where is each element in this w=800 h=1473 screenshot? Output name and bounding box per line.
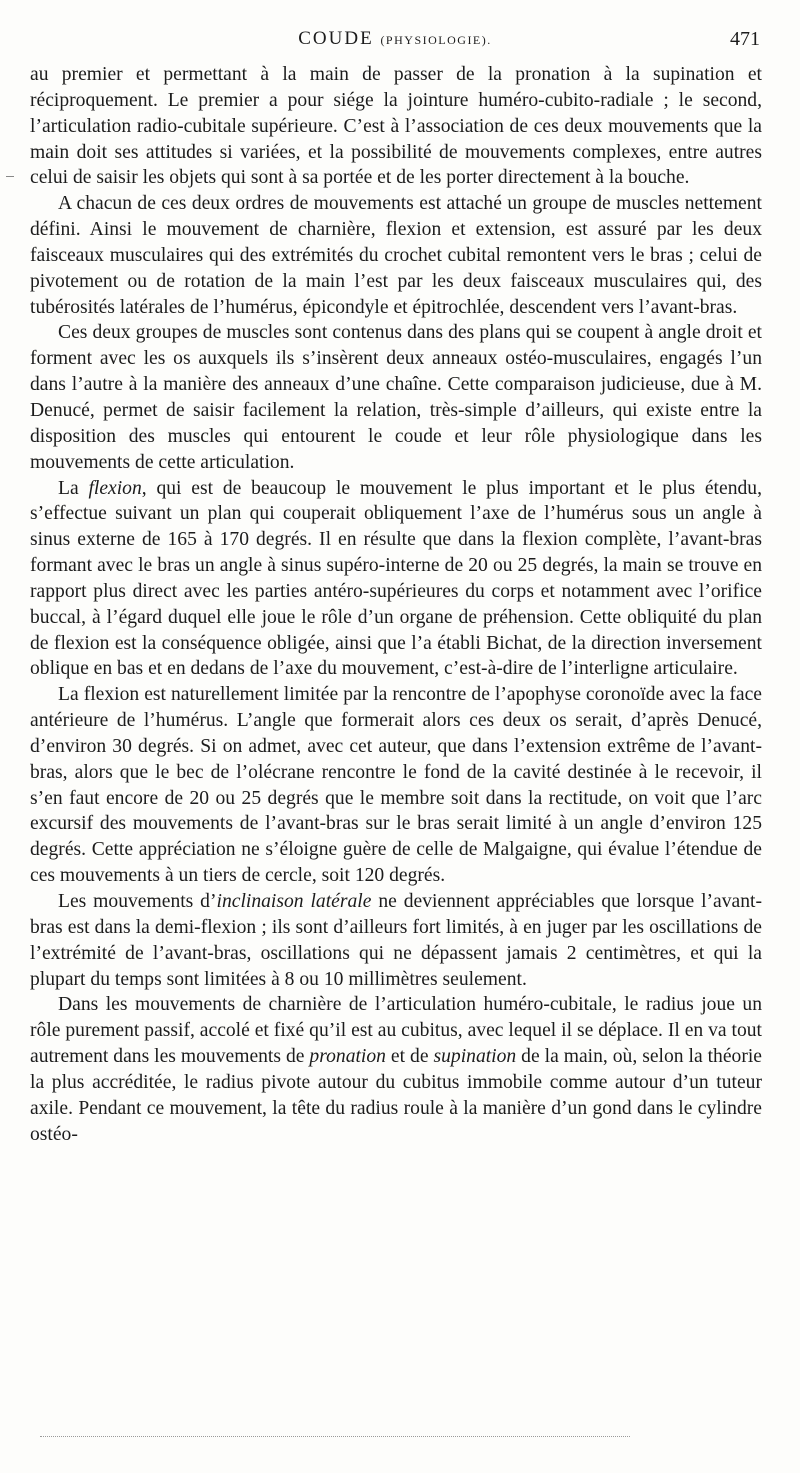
paragraph-6-text-b: ne deviennent appréciables que lorsque l’avant-bras est dans la demi-flexion ; ils sont d’ailleurs fort limités, à en juger par les oscillations de l’extrémité de l’avant-bras, oscillations qui ne dépassent jamais 2 centimètres, et qui la plupart du temps sont limitées à 8 ou 10 millimètres seulement. <box>30 891 762 990</box>
paragraph-3-text: Ces deux groupes de muscles sont contenus dans des plans qui se coupent à angle droit et forment avec les os auxquels ils s’insèrent deux anneaux ostéo-musculaires, engagés l’un dans l’autre à la manière des anneaux d’une chaîne. Cette comparaison judicieuse, due à M. Denucé, permet de saisir facilement la relation, très-simple d’ailleurs, qui existe entre la disposition des muscles qui entourent le coude et leur rôle physiologique dans les mouvements de cette articulation. <box>30 322 762 473</box>
paragraph-5-text: La flexion est naturellement limitée par la rencontre de l’apophyse coronoïde avec la face antérieure de l’humérus. L’angle que formerait alors ces deux os serait, d’après Denucé, d’environ 30 degrés. Si on admet, avec cet auteur, que dans l’extension extrême de l’avant-bras, alors que le bec de l’olécrane rencontre le fond de la cavité destinée à le recevoir, il s’en faut encore de 20 ou 25 degrés que le membre soit dans la rectitude, on voit que l’arc excursif des mouvements de l’avant-bras sur le bras serait limité à un angle d’environ 125 degrés. Cette appréciation ne s’éloigne guère de celle de Malgaigne, qui évalue l’étendue de ces mouvements à un tiers de cercle, soit 120 degrés. <box>30 684 762 887</box>
paragraph-7-text-a: Dans les mouvements de charnière de l’articulation huméro-cubitale, le radius joue un rôle purement passif, accolé et fixé qu’il est au cubitus, avec lequel il se déplace. Il en va tout autrement dans les mouvements de <box>30 994 762 1068</box>
term-supination: supination <box>433 1046 517 1068</box>
paragraph-5 <box>30 682 762 889</box>
paragraph-4-text-a: La <box>58 477 89 499</box>
running-title-main: COUDE <box>298 28 374 49</box>
paragraph-7-text-b: et de <box>385 1046 434 1068</box>
term-flexion: flexion <box>88 477 142 499</box>
running-title <box>30 28 760 50</box>
body-text <box>30 62 762 1147</box>
bottom-rule <box>40 1436 630 1437</box>
paragraph-6-text-a: Les mouvements d’ <box>58 891 217 912</box>
paragraph-1 <box>30 62 762 191</box>
paragraph-2 <box>30 191 762 320</box>
margin-mark <box>6 176 14 177</box>
term-inclinaison-laterale: inclinaison latérale <box>216 891 372 912</box>
paragraph-4 <box>30 476 762 683</box>
paragraph-7 <box>30 992 762 1147</box>
paragraph-4-text-b: , qui est de beaucoup le mouvement le plus important et le plus étendu, s’effectue suivant un plan qui couperait obliquement l’axe de l’humérus sous un angle à sinus externe de 165 à 170 degrés. Il en résulte que dans la flexion complète, l’avant-bras formant avec le bras un angle à sinus supéro-interne de 20 ou 25 degrés, la main se trouve en rapport plus direct avec les parties antéro-supérieures du corps et notamment avec l’orifice buccal, à l’égard duquel elle joue le rôle d’un organe de préhension. Cette obliquité du plan de flexion est la conséquence obligée, ainsi que l’a établi Bichat, de la direction inversement oblique en bas et en dedans de l’axe du mouvement, c’est-à-dire de l’interligne articulaire. <box>30 477 762 680</box>
paragraph-3 <box>30 320 762 475</box>
page-number: 471 <box>730 28 760 50</box>
paragraph-2-text: A chacun de ces deux ordres de mouvements est attaché un groupe de muscles nettement défini. Ainsi le mouvement de charnière, flexion et extension, est assuré par les deux faisceaux musculaires qui des extrémités du crochet cubital remontent vers le bras ; celui de pivotement ou de rotation de la main l’est par les deux faisceaux musculaires qui, des tubérosités latérales de l’humérus, épicondyle et épitrochlée, descendent vers l’avant-bras. <box>30 193 762 318</box>
term-pronation: pronation <box>309 1046 386 1068</box>
running-head <box>30 28 760 58</box>
paragraph-7-text-c: de la main, où, selon la théorie la plus accréditée, le radius pivote autour du cubitus immobile comme autour d’un tuteur axile. Pendant ce mouvement, la tête du radius roule à la manière d’un gond dans le cylindre ostéo- <box>30 1046 762 1145</box>
paragraph-6 <box>30 889 762 992</box>
paragraph-1-text: au premier et permettant à la main de passer de la pronation à la supination et réciproquement. Le premier a pour siége la jointure huméro-cubito-radiale ; le second, l’articulation radio-cubitale supérieure. C’est à l’association de ces deux mouvements que la main doit ses attitudes si variées, et la possibilité de mouvements complexes, entre autres celui de saisir les objets qui sont à sa portée et de les porter directement à la bouche. <box>30 64 762 189</box>
running-title-subject: (PHYSIOLOGIE). <box>380 33 492 47</box>
